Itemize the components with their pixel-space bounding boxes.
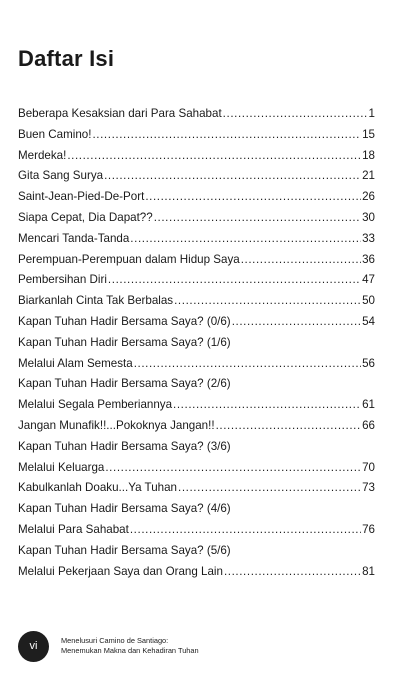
toc-entry-line: [18, 478, 375, 499]
toc-entry-title: Kapan Tuhan Hadir Bersama Saya? (4/6): [18, 502, 231, 516]
toc-entry-title: Biarkanlah Cinta Tak Berbalas: [18, 294, 174, 308]
toc-entry-line: [18, 166, 375, 187]
toc-entry: [18, 104, 375, 125]
toc-entry: [18, 270, 375, 291]
dot-leader: [92, 125, 361, 146]
dot-leader: [173, 395, 361, 416]
dot-leader: [241, 250, 361, 271]
dot-leader: [108, 270, 361, 291]
toc-entry: [18, 374, 375, 416]
toc-entry-title: Merdeka!: [18, 148, 67, 162]
toc-page-number: 66: [362, 418, 375, 432]
toc-entry-subtitle: Melalui Segala Pemberiannya: [18, 398, 173, 412]
book-title-line-2: Menemukan Makna dan Kehadiran Tuhan: [61, 646, 199, 655]
table-of-contents: [18, 104, 375, 582]
toc-entry-title: Pembersihan Diri: [18, 273, 107, 287]
toc-page-number: 54: [362, 314, 375, 328]
toc-page-number: 50: [362, 294, 375, 308]
toc-entry: [18, 250, 375, 271]
toc-entry-line: [18, 354, 375, 375]
toc-entry-line: [18, 125, 375, 146]
dot-leader: [145, 187, 361, 208]
toc-entry-line: [18, 520, 375, 541]
toc-entry: [18, 333, 375, 375]
toc-entry-line: [18, 146, 375, 167]
toc-entry-line: [18, 270, 375, 291]
toc-entry: [18, 125, 375, 146]
toc-entry-title: Mencari Tanda-Tanda: [18, 231, 130, 245]
dot-leader: [130, 520, 361, 541]
toc-entry-title: Saint-Jean-Pied-De-Port: [18, 190, 145, 204]
toc-entry: [18, 187, 375, 208]
toc-entry: [18, 208, 375, 229]
dot-leader: [178, 478, 361, 499]
toc-page-number: 21: [362, 169, 375, 183]
toc-entry-line: [18, 187, 375, 208]
page-number-badge: vi: [18, 631, 49, 662]
toc-entry-line: [18, 291, 375, 312]
toc-entry: [18, 437, 375, 479]
dot-leader: [104, 166, 361, 187]
toc-entry-subtitle: Melalui Pekerjaan Saya dan Orang Lain: [18, 564, 223, 578]
toc-entry-line: [18, 229, 375, 250]
toc-entry: [18, 291, 375, 312]
dot-leader: [134, 354, 361, 375]
toc-entry: [18, 146, 375, 167]
toc-entry-title: Beberapa Kesaksian dari Para Sahabat: [18, 107, 222, 120]
book-title-line-1: Menelusuri Camino de Santiago:: [61, 636, 169, 645]
toc-entry: [18, 166, 375, 187]
toc-page-number: 56: [362, 356, 375, 370]
toc-entry-line: [18, 458, 375, 479]
toc-entry-title: Kapan Tuhan Hadir Bersama Saya? (2/6): [18, 377, 231, 391]
dot-leader: [130, 229, 361, 250]
toc-page-number: 73: [362, 481, 375, 495]
toc-entry-title: Kapan Tuhan Hadir Bersama Saya? (5/6): [18, 543, 231, 557]
toc-page-number: 36: [362, 252, 375, 266]
toc-entry-title: Siapa Cepat, Dia Dapat??: [18, 210, 153, 224]
toc-entry-subtitle: Melalui Keluarga: [18, 460, 105, 474]
toc-page-number: 61: [362, 398, 375, 412]
toc-entry: [18, 541, 375, 583]
toc-page-number: 15: [362, 127, 375, 141]
toc-entry-subtitle: Melalui Alam Semesta: [18, 356, 133, 370]
toc-entry-title: Jangan Munafik!!...Pokoknya Jangan!!: [18, 418, 215, 432]
toc-entry-title: Kapan Tuhan Hadir Bersama Saya? (1/6): [18, 335, 231, 349]
dot-leader: [223, 104, 368, 125]
toc-page-number: 1: [368, 107, 375, 120]
toc-entry-line: [18, 312, 375, 333]
toc-entry-title: Kabulkanlah Doaku...Ya Tuhan: [18, 481, 177, 495]
toc-entry-line: [18, 562, 375, 583]
page-footer: [18, 630, 199, 662]
toc-entry-line: [18, 250, 375, 271]
toc-entry-title: Kapan Tuhan Hadir Bersama Saya? (3/6): [18, 439, 231, 453]
dot-leader: [154, 208, 361, 229]
toc-entry-title: Kapan Tuhan Hadir Bersama Saya? (0/6): [18, 314, 231, 328]
toc-page-number: 30: [362, 210, 375, 224]
toc-entry-line: [18, 208, 375, 229]
toc-page-number: 18: [362, 148, 375, 162]
toc-entry-title: Buen Camino!: [18, 127, 92, 141]
toc-entry-line: [18, 395, 375, 416]
toc-entry: [18, 499, 375, 541]
page-title: Daftar Isi: [18, 46, 115, 71]
dot-leader: [224, 562, 361, 583]
toc-entry-subtitle: Melalui Para Sahabat: [18, 522, 129, 536]
toc-entry-title: Gita Sang Surya: [18, 169, 104, 183]
toc-entry: [18, 416, 375, 437]
toc-page-number: 76: [362, 522, 375, 536]
toc-entry-title: Perempuan-Perempuan dalam Hidup Saya: [18, 252, 240, 266]
toc-page-number: 33: [362, 231, 375, 245]
dot-leader: [67, 146, 361, 167]
running-footer: [61, 636, 199, 656]
toc-page-number: 47: [362, 273, 375, 287]
dot-leader: [105, 458, 361, 479]
toc-entry: [18, 229, 375, 250]
dot-leader: [232, 312, 361, 333]
toc-page-number: 81: [362, 564, 375, 578]
dot-leader: [174, 291, 361, 312]
toc-entry-line: [18, 416, 375, 437]
toc-page-number: 70: [362, 460, 375, 474]
toc-page-number: 26: [362, 190, 375, 204]
toc-entry: [18, 478, 375, 499]
dot-leader: [216, 416, 362, 437]
toc-entry-line: [18, 104, 375, 125]
toc-entry: [18, 312, 375, 333]
